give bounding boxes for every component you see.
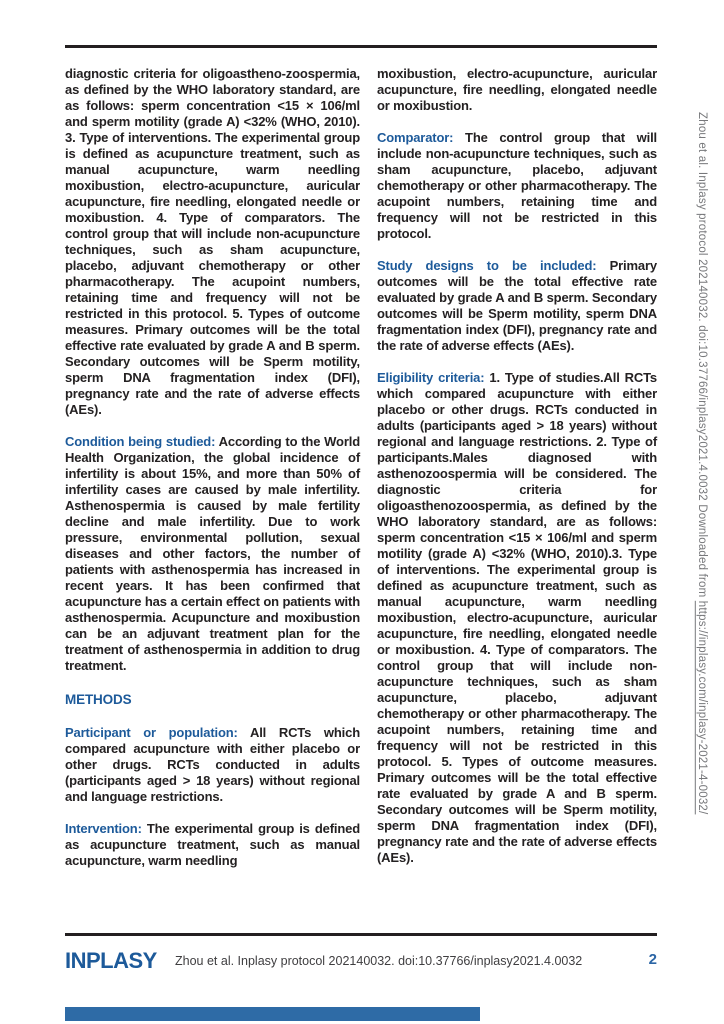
- paragraph: [65, 434, 360, 674]
- paragraph-text: All RCTs which compared acupuncture with either placebo or other drugs. RCTs conducted in adults (participants aged > 18 years) without regional and language restrictions.: [65, 725, 360, 804]
- paragraph-text: According to the World Health Organization, the global incidence of infertility is about 15%, and more than 50% of infertility cases are caused by male infertility. Asthenospermia is caused by male fertility decline and male infertility. Due to work pressure, environmental pollution, sexual diseases and other factors, the number of patients with asthenospermia has increased in recent years. It has been confirmed that acupuncture has a certain effect on patients with asthenospermia. Acupuncture and moxibustion can be an adjuvant treatment plan for the treatment of asthenospermia in addition to drug treatment.: [65, 434, 360, 673]
- paragraph-label: Comparator:: [377, 130, 454, 145]
- sidebar-citation-text: Zhou et al. Inplasy protocol 202140032. doi:10.37766/inplasy2021.4.0032 Downloaded from: [696, 112, 708, 601]
- footer-horizontal-rule: [65, 933, 657, 936]
- sidebar-citation: [696, 112, 708, 814]
- paragraph: [65, 66, 360, 418]
- right-column: [377, 66, 657, 885]
- paragraph-label: Intervention:: [65, 821, 142, 836]
- paragraph: [65, 725, 360, 805]
- paragraph: [377, 66, 657, 114]
- footer-accent-bar: [65, 1007, 480, 1021]
- top-horizontal-rule: [65, 45, 657, 48]
- paragraph: [377, 258, 657, 354]
- inplasy-logo: INPLASY: [65, 948, 157, 973]
- section-heading-methods: METHODS: [65, 692, 132, 707]
- paragraph-text: diagnostic criteria for oligoastheno-zoospermia, as defined by the WHO laboratory standard, are as follows: sperm concentration <15 × 106/ml and sperm motility (grade A) <32% (WHO, 2010). 3. Type of interventions. The experimental group is defined as acupuncture treatment, such as manual acupuncture, warm needling moxibustion, electro-acupuncture, auricular acupuncture, fire needling, elongated needle or moxibustion. 4. Type of comparators. The control group that will include non-acupuncture techniques, such as sham acupuncture, placebo, adjuvant chemotherapy or other pharmacotherapy. The acupoint numbers, retaining time and frequency will not be restricted in this protocol. 5. Types of outcome measures. Primary outcomes will be the total effective rate evaluated by grade A and B sperm. Secondary outcomes will be Sperm motility, sperm DNA fragmentation index (DFI), pregnancy rate and the rate of adverse effects (AEs).: [65, 66, 360, 417]
- paragraph: [377, 130, 657, 242]
- paragraph-label: Condition being studied:: [65, 434, 216, 449]
- paragraph: [65, 821, 360, 869]
- paragraph-text: The experimental group is defined as acupuncture treatment, such as manual acupuncture, warm needling: [65, 821, 360, 868]
- left-column: [65, 66, 360, 885]
- paragraph-text: The control group that will include non-acupuncture techniques, such as sham acupuncture, placebo, adjuvant chemotherapy or other pharmacotherapy. The acupoint numbers, retaining time and frequency will not be restricted in this protocol.: [377, 130, 657, 241]
- paragraph-text: moxibustion, electro-acupuncture, auricular acupuncture, fire needling, elongated needle or moxibustion.: [377, 66, 657, 113]
- paragraph-label: Study designs to be included:: [377, 258, 597, 273]
- sidebar-citation-link[interactable]: https://inplasy.com/inplasy-2021-4-0032/: [696, 600, 708, 815]
- paragraph-text: 1. Type of studies.All RCTs which compared acupuncture with either placebo or other drugs. RCTs conducted in adults (participants aged > 18 years) without regional and language restrictions. 2. Type of participants.Males diagnosed with asthenozoospermia will be considered. The diagnostic criteria for oligoasthenozoospermia, as defined by the WHO laboratory standard, are as follows: sperm concentration <15 × 106/ml and sperm motility (grade A) <32% (WHO, 2010).3. Type of interventions. The experimental group is defined as acupuncture treatment, such as manual acupuncture, warm needling moxibustion, electro-acupuncture, auricular acupuncture, fire needling, elongated needle or moxibustion. 4. Type of comparators. The control group that will include non-acupuncture techniques, such as sham acupuncture, placebo, adjuvant chemotherapy or other pharmacotherapy. The acupoint numbers, retaining time and frequency will not be restricted in this protocol. 5. Types of outcome measures. Primary outcomes will be the total effective rate evaluated by grade A and B sperm. Secondary outcomes will be Sperm motility, sperm DNA fragmentation index (DFI), pregnancy rate and the rate of adverse effects (AEs).: [377, 370, 658, 865]
- paragraph: [377, 370, 657, 866]
- paragraph-label: Eligibility criteria:: [377, 370, 485, 385]
- paragraph-label: Participant or population:: [65, 725, 238, 740]
- two-column-body: [65, 66, 657, 885]
- paragraph-text: Primary outcomes will be the total effective rate evaluated by grade A and B sperm. Secondary outcomes will be Sperm motility, sperm DNA fragmentation index (DFI), pregnancy rate and the rate of adverse effects (AEs).: [377, 258, 657, 353]
- page-number: 2: [648, 951, 657, 968]
- footer-reference: Zhou et al. Inplasy protocol 202140032. doi:10.37766/inplasy2021.4.0032: [175, 954, 583, 968]
